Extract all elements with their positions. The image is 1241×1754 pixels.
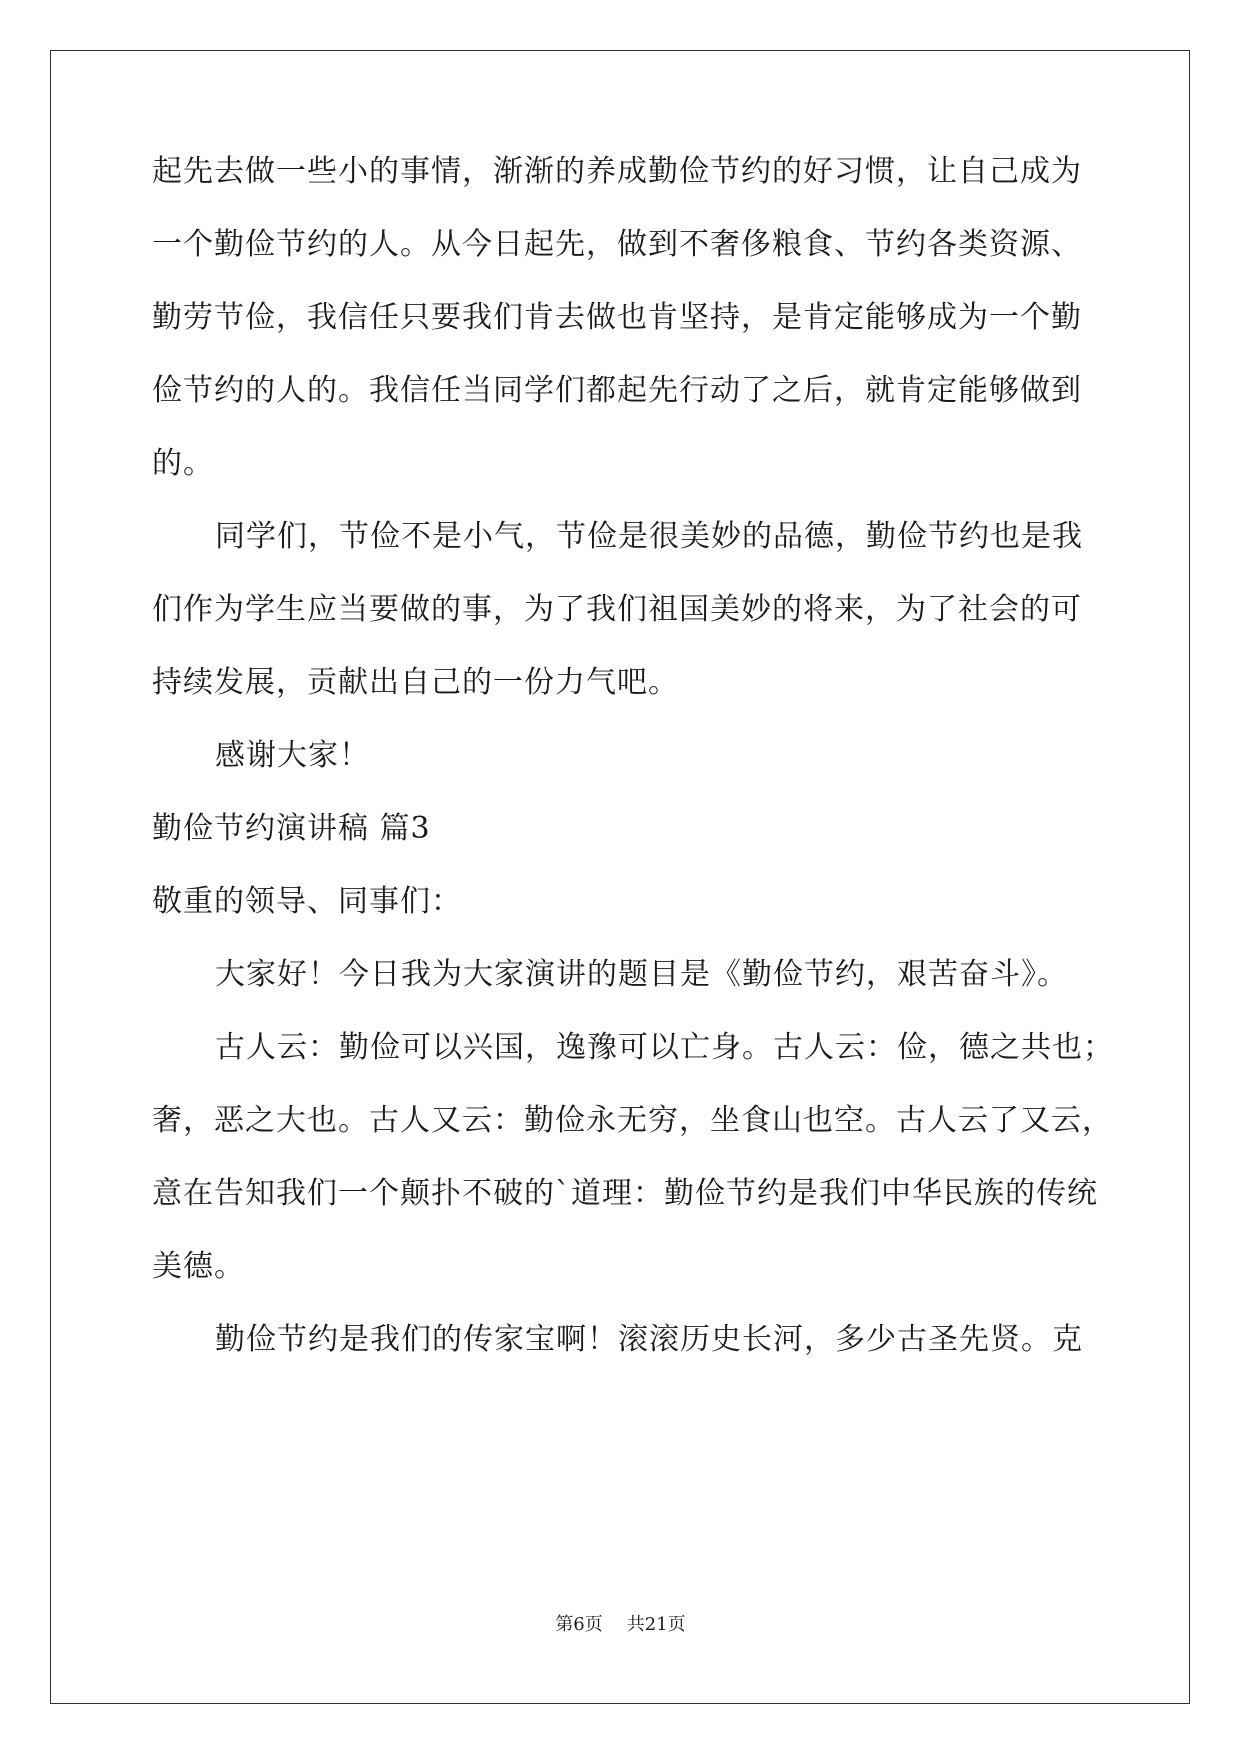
text-line: 一个勤俭节约的人。从今日起先，做到不奢侈粮食、节约各类资源、: [152, 227, 1082, 262]
page-footer: [0, 1613, 1241, 1637]
page-number: 第6页: [555, 1614, 603, 1635]
paragraph-start-line: 大家好！今日我为大家演讲的题目是《勤俭节约，艰苦奋斗》。: [215, 957, 1068, 992]
text-line: 勤劳节俭，我信任只要我们肯去做也肯坚持，是肯定能够成为一个勤: [152, 300, 1082, 335]
paragraph-start-line: 同学们，节俭不是小气，节俭是很美妙的品德，勤俭节约也是我: [215, 519, 1083, 554]
text-line: 俭节约的人的。我信任当同学们都起先行动了之后，就肯定能够做到: [152, 373, 1082, 408]
page-total: 共21页: [626, 1614, 686, 1635]
text-line: 意在告知我们一个颠扑不破的`道理：勤俭节约是我们中华民族的传统: [152, 1176, 1098, 1211]
section-heading: 勤俭节约演讲稿 篇3: [152, 811, 431, 846]
text-line: 持续发展，贡献出自己的一份力气吧。: [152, 665, 679, 700]
paragraph-start-line: 古人云：勤俭可以兴国，逸豫可以亡身。古人云：俭，德之共也；: [215, 1030, 1114, 1065]
text-line: 美德。: [152, 1249, 245, 1284]
salutation: 敬重的领导、同事们：: [152, 884, 462, 919]
text-line: 奢，恶之大也。古人又云：勤俭永无穷，坐食山也空。古人云了又云，: [152, 1103, 1113, 1138]
text-line: 们作为学生应当要做的事，为了我们祖国美妙的将来，为了社会的可: [152, 592, 1082, 627]
closing-line: 感谢大家！: [215, 738, 370, 773]
text-line: 起先去做一些小的事情，渐渐的养成勤俭节约的好习惯，让自己成为: [152, 154, 1082, 189]
text-line: 的。: [152, 446, 214, 481]
paragraph-start-line: 勤俭节约是我们的传家宝啊！滚滚历史长河，多少古圣先贤。克: [215, 1322, 1083, 1357]
